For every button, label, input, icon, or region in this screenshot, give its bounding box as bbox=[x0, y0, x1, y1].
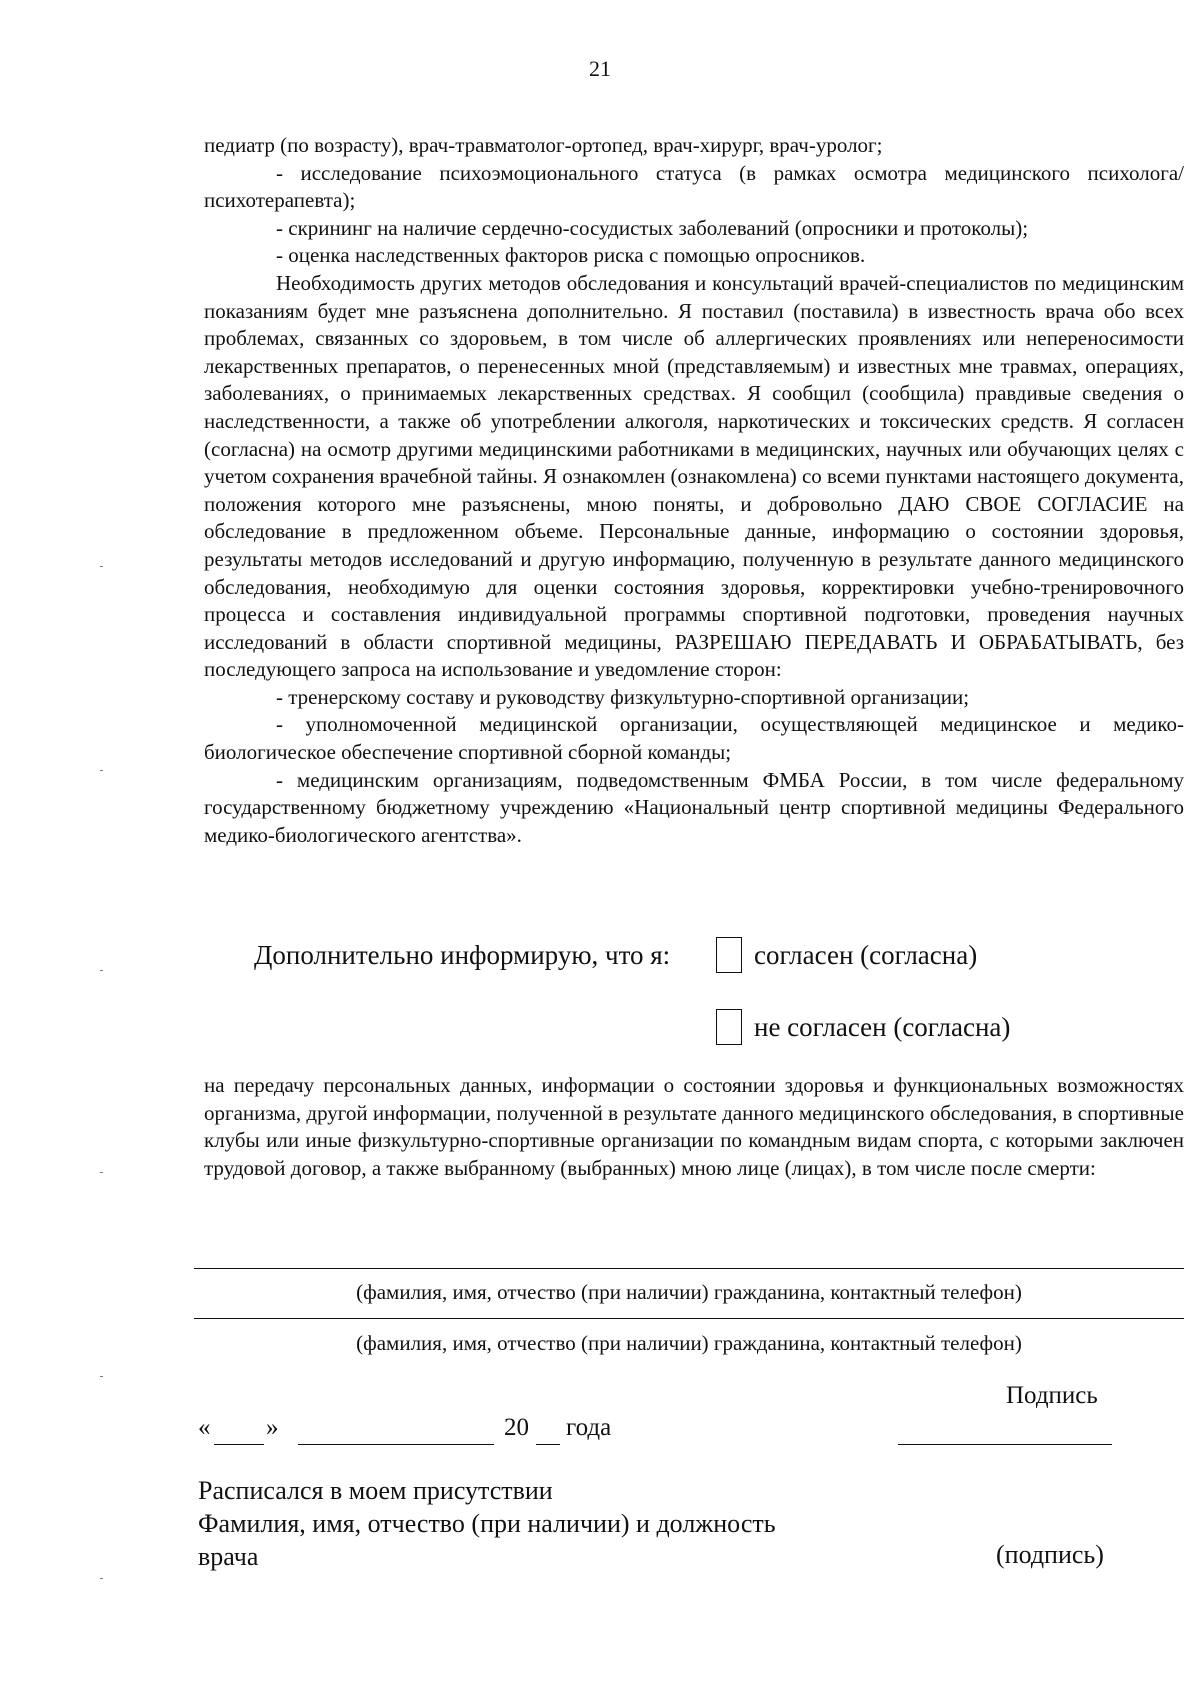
item-fmba-organizations: - медицинским организациям, подведомственным ФМБА России, в том числе федеральному государственному бюджетному учреждению «Национальный центр спортивной медицины Федерального медико-биологического агентства». bbox=[204, 767, 1184, 847]
transfer-consent-text bbox=[204, 1072, 1184, 1182]
date-year-prefix: 20 bbox=[504, 1414, 529, 1441]
consent-option-agree[interactable] bbox=[716, 940, 977, 976]
witness-block bbox=[198, 1474, 776, 1573]
item-hereditary-factors: - оценка наследственных факторов риска с помощью опросников. bbox=[276, 243, 866, 268]
person-2-name-line[interactable] bbox=[194, 1318, 1184, 1319]
date-day-line[interactable] bbox=[214, 1444, 264, 1445]
item-psychoemotional: - исследование психоэмоционального статуса (в рамках осмотра медицинского психолога/психотерапевта); bbox=[204, 160, 1184, 213]
consent-body-text bbox=[204, 132, 1184, 849]
consent-choice-label: Дополнительно информирую, что я: bbox=[254, 940, 671, 970]
item-coaching-staff: - тренерскому составу и руководству физкультурно-спортивной организации; bbox=[276, 684, 970, 709]
scan-margin-dot bbox=[100, 1172, 103, 1173]
date-year-line[interactable] bbox=[536, 1444, 560, 1445]
doctor-signature-caption: (подпись) bbox=[996, 1540, 1104, 1569]
witness-line-2: Фамилия, имя, отчество (при наличии) и должность bbox=[198, 1509, 776, 1538]
date-month-line[interactable] bbox=[298, 1444, 494, 1445]
paragraph-specialists: педиатр (по возрасту), врач-травматолог-ортопед, врач-хирург, врач-уролог; bbox=[204, 133, 883, 157]
scan-margin-dot bbox=[100, 566, 103, 567]
scan-margin-dot bbox=[100, 970, 103, 971]
disagree-checkbox[interactable] bbox=[716, 1009, 742, 1045]
date-open-quote: « bbox=[198, 1414, 211, 1441]
witness-line-3: врача bbox=[198, 1542, 259, 1571]
person-1-caption: (фамилия, имя, отчество (при наличии) гражданина, контактный телефон) bbox=[356, 1280, 1022, 1304]
person-2-caption: (фамилия, имя, отчество (при наличии) гражданина, контактный телефон) bbox=[356, 1331, 1022, 1355]
date-year-suffix: года bbox=[566, 1414, 612, 1441]
item-authorized-organization: - уполномоченной медицинской организации, осуществляющей медицинское и медико-биологическое обеспечение спортивной сборной команды; bbox=[204, 712, 1184, 765]
consent-option-disagree[interactable] bbox=[716, 1012, 1010, 1048]
person-1-name-line[interactable] bbox=[194, 1268, 1184, 1269]
scan-margin-dot bbox=[100, 770, 103, 771]
agree-checkbox[interactable] bbox=[716, 937, 742, 973]
signature-label: Подпись bbox=[1006, 1382, 1098, 1409]
disagree-label: не согласен (согласна) bbox=[754, 1012, 1011, 1043]
signature-line[interactable] bbox=[898, 1444, 1112, 1445]
transfer-paragraph: на передачу персональных данных, информации о состоянии здоровья и функциональных возможностях организма, другой информации, полученной в результате данного медицинского обследования, в спортивные клубы или иные физкультурно-спортивные организации по командным видам спорта, с которыми заключен трудовой договор, а также выбранному (выбранных) мною лице (лицах), в том числе после смерти: bbox=[204, 1073, 1184, 1180]
witness-line-1: Расписался в моем присутствии bbox=[198, 1476, 553, 1505]
scan-margin-dot bbox=[100, 1376, 103, 1377]
paragraph-consent-main: Необходимость других методов обследования и консультаций врачей-специалистов по медицинским показаниям будет мне разъяснена дополнительно. Я поставил (поставила) в известность врача обо всех проблемах, связанных со здоровьем, в том числе об аллергических проявлениях или непереносимости лекарственных препаратов, о перенесенных мной (представляемым) и известных мне травмах, операциях, заболеваниях, о принимаемых лекарственных средствах. Я сообщил (сообщила) правдивые сведения о наследственности, а также об употреблении алкоголя, наркотических и токсических средств. Я согласен (согласна) на осмотр другими медицинскими работниками в медицинских, научных или обучающих целях с учетом сохранения врачебной тайны. Я ознакомлен (ознакомлена) со всеми пунктами настоящего документа, положения которого мне разъяснены, мною поняты, и добровольно ДАЮ СВОЕ СОГЛАСИЕ на обследование в предложенном объеме. Персональные данные, информацию о состоянии здоровья, результаты методов исследований и другую информацию, полученную в результате данного медицинского обследования, необходимую для оценки состояния здоровья, корректировки учебно-тренировочного процесса и составления индивидуальной программы спортивной подготовки, проведения научных исследований в области спортивной медицины, РАЗРЕШАЮ ПЕРЕДАВАТЬ И ОБРАБАТЫВАТЬ, без последующего запроса на использование и уведомление сторон: bbox=[204, 270, 1184, 682]
item-cardio-screening: - скрининг на наличие сердечно-сосудистых заболеваний (опросники и протоколы); bbox=[276, 215, 1029, 240]
date-close-quote: » bbox=[266, 1414, 279, 1441]
scan-margin-dot bbox=[100, 1578, 103, 1579]
page-number: 21 bbox=[589, 56, 611, 81]
agree-label: согласен (согласна) bbox=[754, 940, 978, 971]
